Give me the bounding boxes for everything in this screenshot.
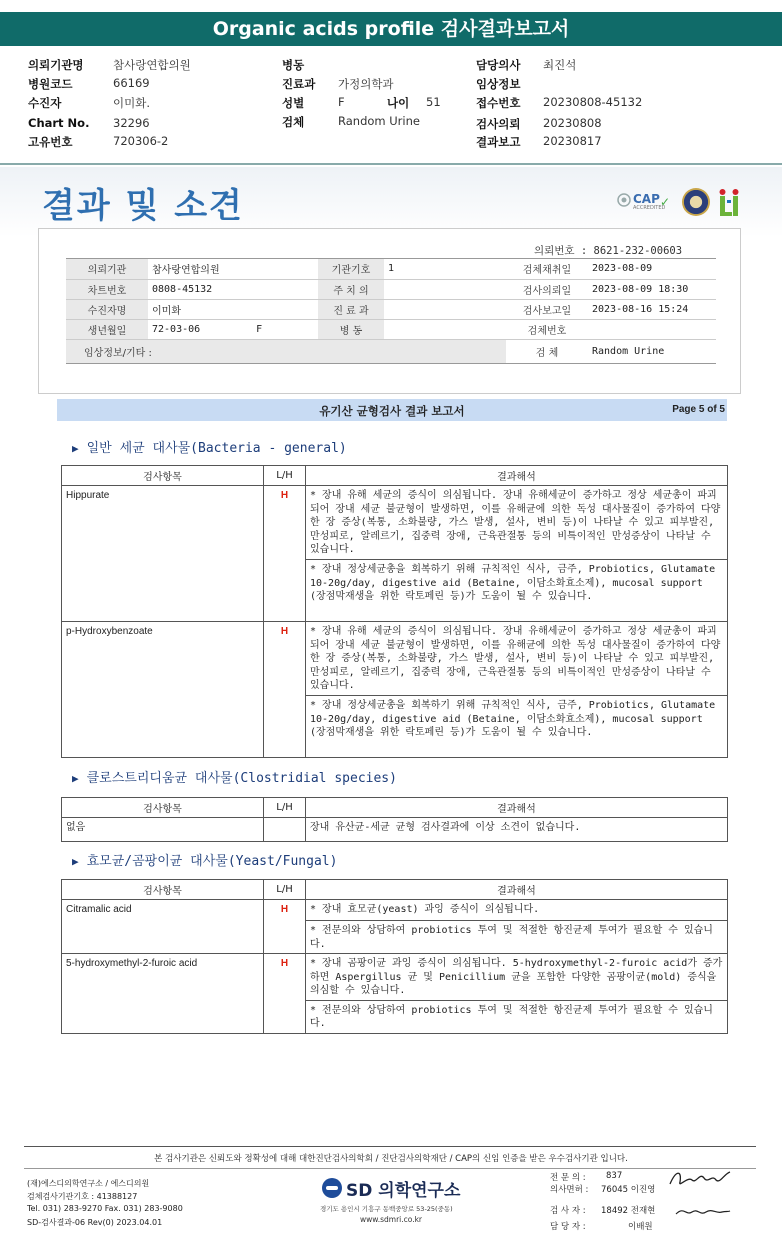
signature-2-icon [672,1200,734,1222]
column-header: 검사항목 [62,798,264,818]
info-value [384,299,506,319]
column-header: 검사항목 [62,880,264,900]
hdr-label: 병동 [282,58,305,72]
hdr-label: 의뢰기관명 [28,58,84,72]
info-value: 이미화 [148,299,318,319]
lab-logo-icon [718,188,744,218]
test-item: 5-hydroxymethyl-2-furoic acid [62,954,264,1034]
table-header-row [62,798,728,818]
flag-high: H [264,486,306,622]
footer-divider [24,1146,756,1147]
staff-value: 이배원 [628,1222,653,1232]
info-value [384,319,506,339]
recommendation: * 장내 정상세균총을 회복하기 위해 규칙적인 식사, 금주, Probiotics, Glutamate 10-20g/day, digestive aid (Betaine, 이담소화효소제), mucosal support (장점막재생을 위한 락토페린 등)가 도움이 될 수 있습니다. [306,696,728,758]
info-value [148,319,318,339]
patient-header [0,52,782,150]
section-heading-bacteria [72,437,347,456]
recommendation: * 전문의와 상담하여 probiotics 투여 및 적절한 항진균제 투여가 필요할 수 있습니다. [306,921,728,954]
report-header-bar [57,399,727,421]
column-header: L/H [264,798,306,818]
info-row [66,299,716,319]
column-header: 결과해석 [306,466,728,486]
section-heading-text: 효모균/곰팡이균 대사물(Yeast/Fungal) [86,854,338,869]
hdr-value: 20230808 [543,116,602,130]
triangle-right-icon: ▶ [72,772,79,785]
brand-url: www.sdmri.co.kr [360,1215,423,1224]
info-row [66,259,716,279]
hdr-value: 이미화. [113,96,150,110]
footer-divider [24,1168,756,1169]
cap-label: CAP [633,192,660,206]
info-row [66,339,716,363]
staff-label: 담 당 자 : [550,1222,586,1232]
flag-high: H [264,622,306,758]
staff-value: 837 [606,1171,623,1181]
page-number: Page 5 of 5 [672,404,725,415]
test-item: Hippurate [62,486,264,622]
report-title: 유기산 균형검사 결과 보고서 [319,404,465,418]
info-row [66,279,716,299]
triangle-right-icon: ▶ [72,855,79,868]
brand-name: SD 의학연구소 [346,1181,461,1201]
footer-note: 본 검사기관은 신뢰도와 정확성에 대해 대한진단검사의학회 / 진단검사의학재단 / CAP의 신임 인증을 받은 우수검사기관 입니다. [154,1154,628,1164]
column-header: 결과해석 [306,798,728,818]
info-label: 생년월일 [66,319,148,339]
info-label: 검체번호 [506,319,588,339]
hdr-value: 최진석 [543,58,577,72]
flag-empty [264,818,306,842]
hdr-label: 검사의뢰 [476,117,521,131]
interpretation: * 장내 유해 세균의 증식이 의심됩니다. 장내 유해세균이 증가하고 정상 세균총이 파괴되어 장내 세균 불균형이 발생하면, 이를 유해균에 의한 독성 대사물질이 증가하여 다양한 장 증상(복통, 소화불량, 가스 발생, 설사, 변비 등)이 나타날 수 있고 피부발진, 만성피로, 알레르기, 집중력 장애, 근육관절통 등의 비특이적인 만성증상이 나타날 수 있습니다. [306,622,728,696]
hdr-label: Chart No. [28,116,90,130]
info-label: 기관기호 [318,259,384,279]
hdr-value: 가정의학과 [338,77,394,91]
recommendation: * 장내 정상세균총을 회복하기 위해 규칙적인 식사, 금주, Probiotics, Glutamate 10-20g/day, digestive aid (Betaine, 이담소화효소제), mucosal support (장점막재생을 위한 락토페린 등)가 도움이 될 수 있습니다. [306,560,728,622]
info-label: 검사보고일 [506,299,588,319]
birth-date: 72-03-06 [152,323,201,335]
clinical-info-label: 임상정보/기타 : [66,339,506,363]
section-heading-clostridia [72,767,397,786]
section-title: 결과 및 소견 [42,186,244,226]
hdr-value: 20230808-45132 [543,95,643,109]
column-header: L/H [264,880,306,900]
hdr-label: 진료과 [282,77,316,91]
hdr-value: 20230817 [543,134,602,148]
info-value [384,279,506,299]
info-value: 2023-08-09 18:30 [588,279,716,299]
staff-label: 전 문 의 : [550,1173,586,1183]
yeast-table [61,879,728,1034]
staff-value: 76045 이진영 [601,1185,656,1195]
hdr-label: 검체 [282,115,305,129]
table-row [62,818,728,842]
info-label: 수진자명 [66,299,148,319]
info-label: 주 치 의 [318,279,384,299]
hdr-label: 임상정보 [476,77,521,91]
info-label: 검체채취일 [506,259,588,279]
info-value: 1 [384,259,506,279]
info-label: 병 동 [318,319,384,339]
hdr-label: 접수번호 [476,96,521,110]
section-heading-yeast [72,850,337,869]
report-title-bar: Organic acids profile 검사결과보고서 [0,12,782,46]
info-value: 참사랑연합의원 [148,259,318,279]
check-icon: ✓ [660,195,671,209]
info-label: 검 체 [506,339,588,363]
bacteria-table [61,465,728,758]
table-header-row [62,880,728,900]
form-code: SD-검사결과-06 Rev(0) 2023.04.01 [27,1218,163,1227]
info-label: 차트번호 [66,279,148,299]
interpretation: 장내 유산균-세균 균형 검사결과에 이상 소견이 없습니다. [306,818,728,842]
seal-logo-icon [682,188,710,216]
column-header: 검사항목 [62,466,264,486]
recommendation: * 전문의와 상담하여 probiotics 투여 및 적절한 항진균제 투여가 필요할 수 있습니다. [306,1000,728,1033]
hdr-label: 결과보고 [476,135,521,149]
column-header: L/H [264,466,306,486]
section-heading-text: 일반 세균 대사물(Bacteria - general) [86,441,347,456]
flag-high: H [264,900,306,954]
triangle-right-icon: ▶ [72,442,79,455]
hdr-value: 66169 [113,76,150,90]
hdr-value: F [338,95,345,109]
interpretation: * 장내 유해 세균의 증식이 의심됩니다. 장내 유해세균이 증가하고 정상 세균총이 파괴되어 장내 세균 불균형이 발생하면, 이를 유해균에 의한 독성 대사물질이 증가하여 다양한 장 증상(복통, 소화불량, 가스 발생, 설사, 변비 등)이 나타날 수 있고 피부발진, 만성피로, 알레르기, 집중력 장애, 근육관절통 등의 비특이적인 만성증상이 나타날 수 있습니다. [306,486,728,560]
info-row [66,319,716,339]
hdr-value: 51 [426,95,441,109]
table-row [62,486,728,560]
info-value [588,319,716,339]
info-label: 검사의뢰일 [506,279,588,299]
info-value: 0808-45132 [148,279,318,299]
hdr-label: 고유번호 [28,135,73,149]
brand-address: 경기도 용인시 기흥구 동백중앙로 53-25(중동) [320,1205,453,1213]
hdr-value: 참사랑연합의원 [113,58,191,72]
test-item: 없음 [62,818,264,842]
lab-phone: Tel. 031) 283-9270 Fax. 031) 283-9080 [27,1204,183,1213]
table-row [62,622,728,696]
sex-value: F [256,323,263,335]
header-divider [0,163,782,165]
hdr-label: 성별 [282,96,305,110]
hdr-label: 담당의사 [476,58,521,72]
column-header: 결과해석 [306,880,728,900]
table-header-row [62,466,728,486]
info-value: 2023-08-09 [588,259,716,279]
staff-value: 18492 전재현 [601,1206,656,1216]
request-number: 의뢰번호 : 8621-232-00603 [534,245,683,257]
clostridia-table [61,797,728,842]
specimen-info-table [66,259,716,364]
hdr-label: 병원코드 [28,77,73,91]
lab-code: 검체검사기관기호 : 41388127 [27,1192,138,1201]
hdr-label: 나이 [387,96,410,110]
info-value: 2023-08-16 15:24 [588,299,716,319]
hdr-value: 720306-2 [113,134,169,148]
table-row [62,900,728,921]
hdr-value: 32296 [113,116,150,130]
sd-logo-icon [322,1178,342,1198]
flag-high: H [264,954,306,1034]
test-item: Citramalic acid [62,900,264,954]
hdr-value: Random Urine [338,114,420,128]
test-item: p-Hydroxybenzoate [62,622,264,758]
table-row [62,954,728,1001]
info-label: 진 료 과 [318,299,384,319]
interpretation: * 장내 곰팡이균 과잉 증식이 의심됩니다. 5-hydroxymethyl-2-furoic acid가 증가하면 Aspergillus 균 및 Penicillium 균을 포함한 다양한 곰팡이균(mold) 증식을 의심할 수 있습니다. [306,954,728,1001]
signature-1-icon [666,1166,736,1192]
hdr-label: 수진자 [28,96,62,110]
cap-sub-label: ACCREDITED [633,205,666,211]
interpretation: * 장내 효모균(yeast) 과잉 증식이 의심됩니다. [306,900,728,921]
info-label: 의뢰기관 [66,259,148,279]
specimen-value: Random Urine [588,339,716,363]
section-heading-text: 클로스트리디움균 대사물(Clostridial species) [86,771,397,786]
lab-name: (재)에스디의학연구소 / 에스디의원 [27,1179,150,1188]
staff-label: 검 사 자 : [550,1206,586,1216]
staff-label: 의사면허 : [550,1185,589,1195]
